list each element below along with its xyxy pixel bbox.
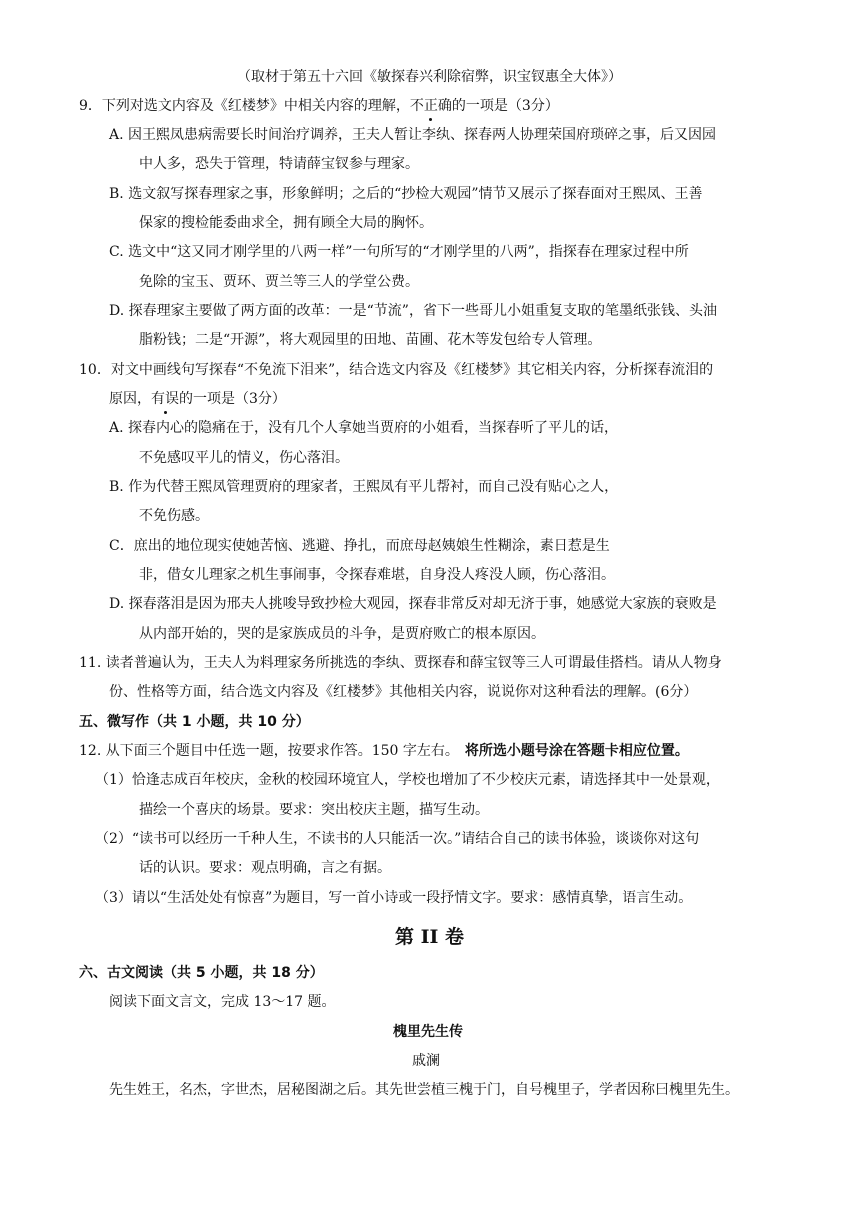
question-12-stem [79,741,689,761]
q10-option-a-line2: 不免感叹平儿的情义，伤心落泪。 [139,450,349,466]
q10-stem-after: 的一项是（3分） [179,391,286,407]
question-10-stem-line2 [109,389,286,409]
q9-stem-after: 的一项是（3分） [451,98,559,114]
q10-option-d-line2: 从内部开始的，哭的是家族成员的斗争，是贾府败亡的根本原因。 [139,626,545,642]
essay-first-line: 先生姓王，名杰，字世杰，居秘图湖之后。其先世尝植三槐于门，自号槐里子，学者因称曰槐里先生。 [109,1082,739,1098]
q12-item-1-line2: 描绘一个喜庆的场景。要求：突出校庆主题，描写生动。 [139,802,489,818]
q10-option-c-line2: 非，借女儿理家之机生事闹事，令探春难堪，自身没人疼没人顾，伤心落泪。 [139,567,615,583]
q12-stem: 12. 从下面三个题目中任选一题，按要求作答。150 字左右。 [79,743,459,759]
volume-title: 第 II 卷 [395,926,465,948]
q10-stem-before: 原因， [109,391,151,407]
q10-emphasis: 有误 [151,391,179,407]
q9-option-d-line2: 脂粉钱；二是“开源”，将大观园里的田地、苗圃、花木等发包给专人管理。 [139,332,602,348]
q9-option-c-line1: C. 选文中“这又同才刚学里的八两一样”一句所写的“才刚学里的八两”，指探春在理家过程中所 [109,244,689,260]
q12-item-1-line1: （1）恰逢志成百年校庆，金秋的校园环境宜人，学校也增加了不少校庆元素，请选择其中一处景观， [95,772,720,788]
q9-option-b-line2: 保家的搜检能委曲求全，拥有顾全大局的胸怀。 [139,215,433,231]
section-5-heading: 五、微写作（共 1 小题，共 10 分） [79,714,310,730]
q10-option-b-line2: 不免伤感。 [139,508,209,524]
question-9-stem [79,96,559,116]
question-10-stem-line1: 10．对文中画线句写探春“不免流下泪来”，结合选文内容及《红楼梦》其它相关内容，分析探春流泪的 [79,362,714,378]
section-6-heading: 六、古文阅读（共 5 小题，共 18 分） [79,965,324,981]
q9-option-a-line2: 中人多，恐失于管理，特请薛宝钗参与理家。 [139,156,419,172]
q10-option-c-line1: C．庶出的地位现实使她苦恼、逃避、挣扎，而庶母赵姨娘生性糊涂，素日惹是生 [109,538,610,554]
q12-item-2-line1: （2）“读书可以经历一千种人生，不读书的人只能活一次。”请结合自己的读书体验，谈谈你对这句 [95,831,700,847]
q9-stem-before: 9．下列对选文内容及《红楼梦》中相关内容的理解， [79,98,410,114]
q12-stem-bold: 将所选小题号涂在答题卡相应位置。 [464,743,689,759]
q9-option-d-line1: D. 探春理家主要做了两方面的改革：一是“节流”，省下一些哥儿小姐重复支取的笔墨纸张钱、头油 [109,303,717,319]
q9-emphasis: 不正确 [409,98,452,114]
q9-option-c-line2: 免除的宝玉、贾环、贾兰等三人的学堂公费。 [139,274,419,290]
essay-author: 戚澜 [412,1053,440,1069]
reading-instruction: 阅读下面文言文，完成 13～17 题。 [109,994,336,1010]
q12-item-3-line1: （3）请以“生活处处有惊喜”为题目，写一首小诗或一段抒情文字。要求：感情真挚，语言生动。 [95,890,693,906]
question-11-line1: 11. 读者普遍认为，王夫人为料理家务所挑选的李纨、贾探春和薛宝钗等三人可谓最佳搭档。请从人物身 [79,655,722,671]
question-11-line2: 份、性格等方面，结合选文内容及《红楼梦》其他相关内容，说说你对这种看法的理解。(6分） [109,684,698,700]
q10-option-b-line1: B. 作为代替王熙凤管理贾府的理家者，王熙凤有平儿帮衬，而自己没有贴心之人， [109,479,619,495]
q9-option-b-line1: B. 选文叙写探春理家之事，形象鲜明；之后的“抄检大观园”情节又展示了探春面对王熙凤、王善 [109,186,703,202]
q10-option-d-line1: D. 探春落泪是因为邢夫人挑唆导致抄检大观园，探春非常反对却无济于事，她感觉大家族的衰败是 [109,596,717,612]
q9-option-a-line1: A. 因王熙凤患病需要长时间治疗调养，王夫人暂让李纨、探春两人协理荣国府琐碎之事，后又因园 [109,127,717,143]
essay-title: 槐里先生传 [393,1024,463,1040]
q12-item-2-line2: 话的认识。要求：观点明确，言之有据。 [139,860,391,876]
source-note: （取材于第五十六回《敏探春兴利除宿弊，识宝钗惠全大体》） [237,69,622,85]
q10-option-a-line1: A. 探春内心的隐痛在于，没有几个人拿她当贾府的小姐看，当探春听了平儿的话， [109,420,619,436]
